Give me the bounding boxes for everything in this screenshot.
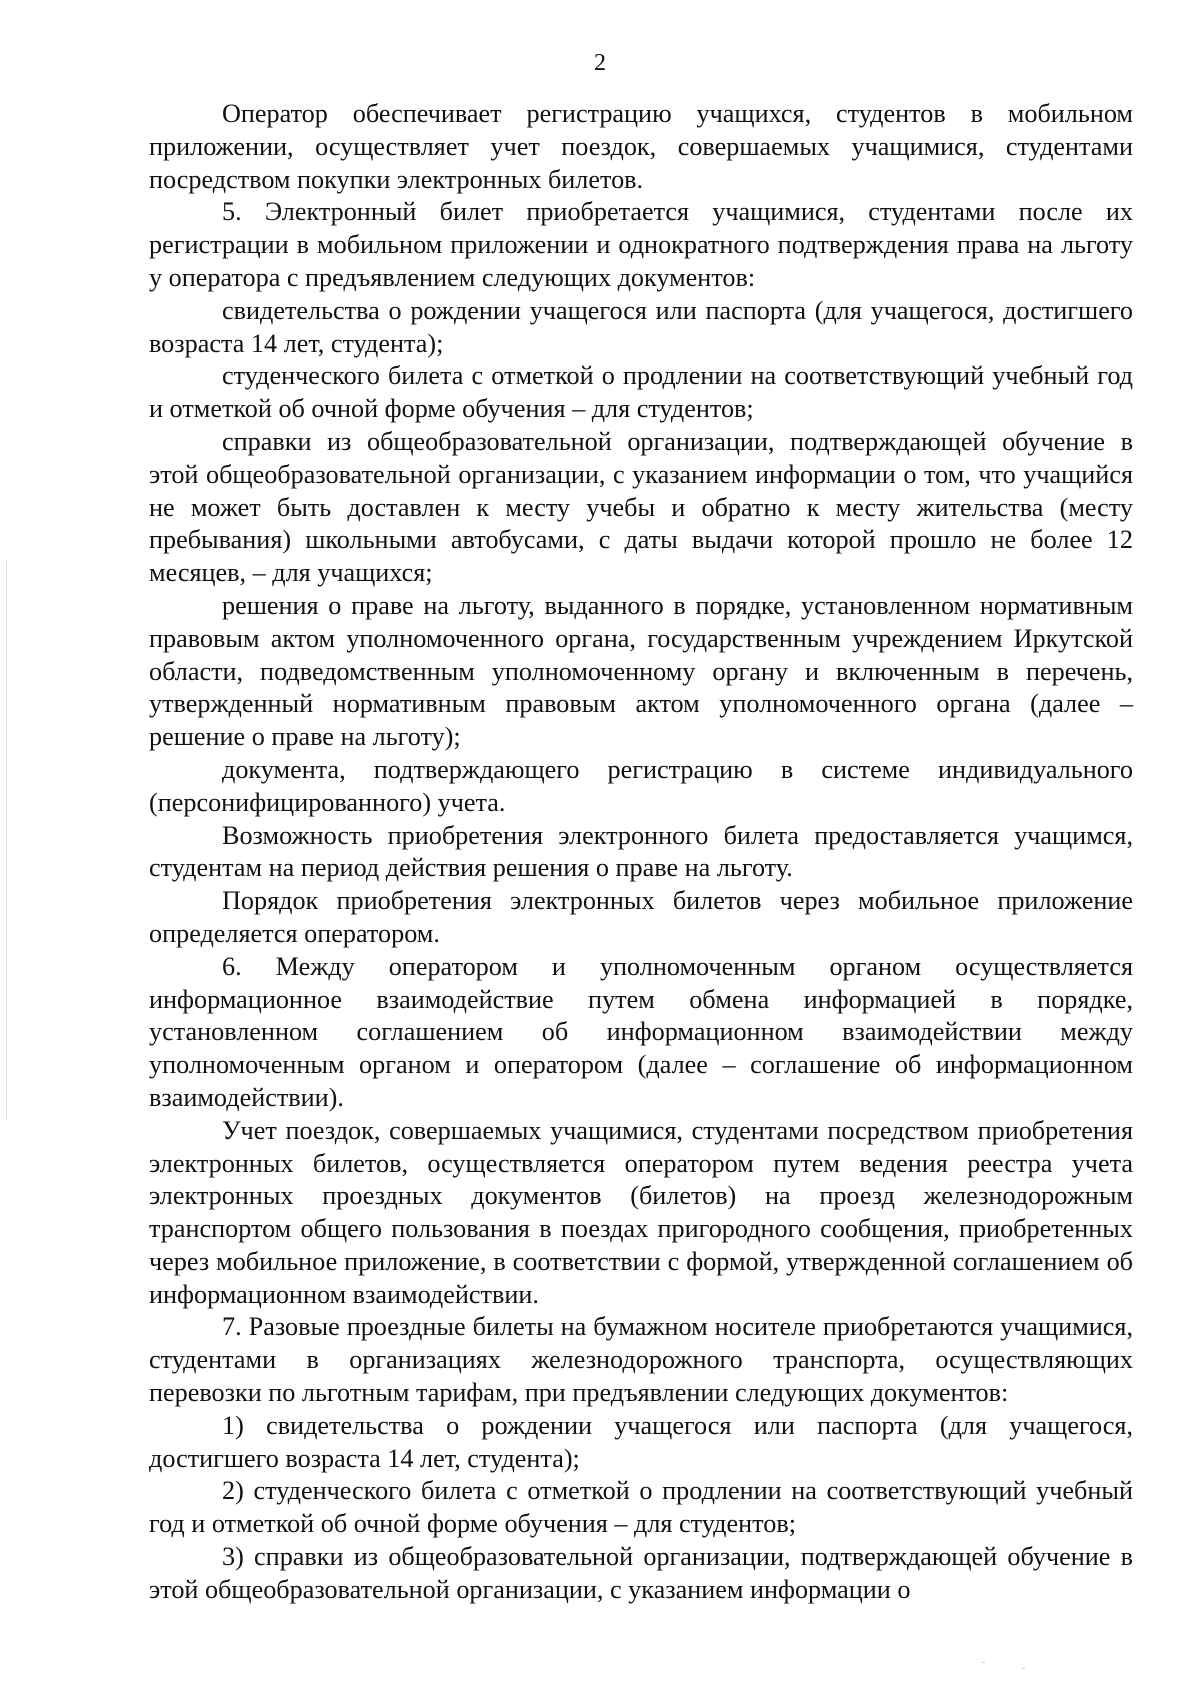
scan-speck [1022, 1668, 1025, 1669]
paragraph-trip-accounting: Учет поездок, совершаемых учащимися, студентами посредством приобретения электронных билетов, осуществляется оператором путем ведения реестра учета электронных проездных документов (билетов) на проезд железнодорожным транспортом общего пользования в поездах пригородного сообщения, приобретенных через мобильное приложение, в соответствии с формой, утвержденной соглашением об информационном взаимодействии. [149, 1115, 1133, 1309]
paragraph-list-item-1: 1) свидетельства о рождении учащегося или паспорта (для учащегося, достигшего возраста 14 лет, студента); [149, 1410, 1133, 1473]
paragraph-operator-duties: Оператор обеспечивает регистрацию учащихся, студентов в мобильном приложении, осуществляет учет поездок, совершаемых учащимися, студентами посредством покупки электронных билетов. [149, 99, 1133, 194]
paragraph-purchase-possibility: Возможность приобретения электронного билета предоставляется учащимся, студентам на период действия решения о праве на льготу. [149, 820, 1133, 883]
page-number: 2 [594, 50, 606, 76]
document-body [149, 98, 1133, 1607]
paragraph-benefit-decision: решения о праве на льготу, выданного в порядке, установленном нормативным правовым актом уполномоченного органа, государственным учреждением Иркутской области, подведомственным уполномоченному органу и включенным в перечень, утвержденный нормативным правовым актом уполномоченного органа (далее – решение о праве на льготу); [149, 590, 1133, 752]
paragraph-school-certificate: справки из общеобразовательной организации, подтверждающей обучение в этой общеобразовательной организации, с указанием информации о том, что учащийся не может быть доставлен к месту учебы и обратно к месту жительства (месту пребывания) школьными автобусами, с даты выдачи которой прошло не более 12 месяцев, – для учащихся; [149, 426, 1133, 588]
paragraph-registration-document: документа, подтверждающего регистрацию в системе индивидуального (персонифицированного) учета. [149, 754, 1133, 817]
scan-edge-line [6, 560, 7, 1120]
paragraph-purchase-procedure: Порядок приобретения электронных билетов через мобильное приложение определяется оператором. [149, 886, 1133, 948]
paragraph-list-item-2: 2) студенческого билета с отметкой о продлении на соответствующий учебный год и отметкой об очной форме обучения – для студентов; [149, 1476, 1133, 1539]
scan-speck [982, 1662, 985, 1663]
paragraph-list-item-3: 3) справки из общеобразовательной организации, подтверждающей обучение в этой общеобразовательной организации, с указанием информации о [149, 1542, 1133, 1604]
paragraph-item-6: 6. Между оператором и уполномоченным органом осуществляется информационное взаимодействие путем обмена информацией в порядке, установленном соглашением об информационном взаимодействии между уполномоченным органом и оператором (далее – соглашение об информационном взаимодействии). [149, 951, 1133, 1112]
paragraph-item-5: 5. Электронный билет приобретается учащимися, студентами после их регистрации в мобильном приложении и однократного подтверждения права на льготу у оператора с предъявлением следующих документов: [149, 197, 1133, 292]
paragraph-student-card: студенческого билета с отметкой о продлении на соответствующий учебный год и отметкой об очной форме обучения – для студентов; [149, 361, 1133, 424]
paragraph-birth-certificate: свидетельства о рождении учащегося или паспорта (для учащегося, достигшего возраста 14 лет, студента); [149, 295, 1133, 358]
paragraph-item-7: 7. Разовые проездные билеты на бумажном носителе приобретаются учащимися, студентами в организациях железнодорожного транспорта, осуществляющих перевозки по льготным тарифам, при предъявлении следующих документов: [149, 1312, 1133, 1408]
